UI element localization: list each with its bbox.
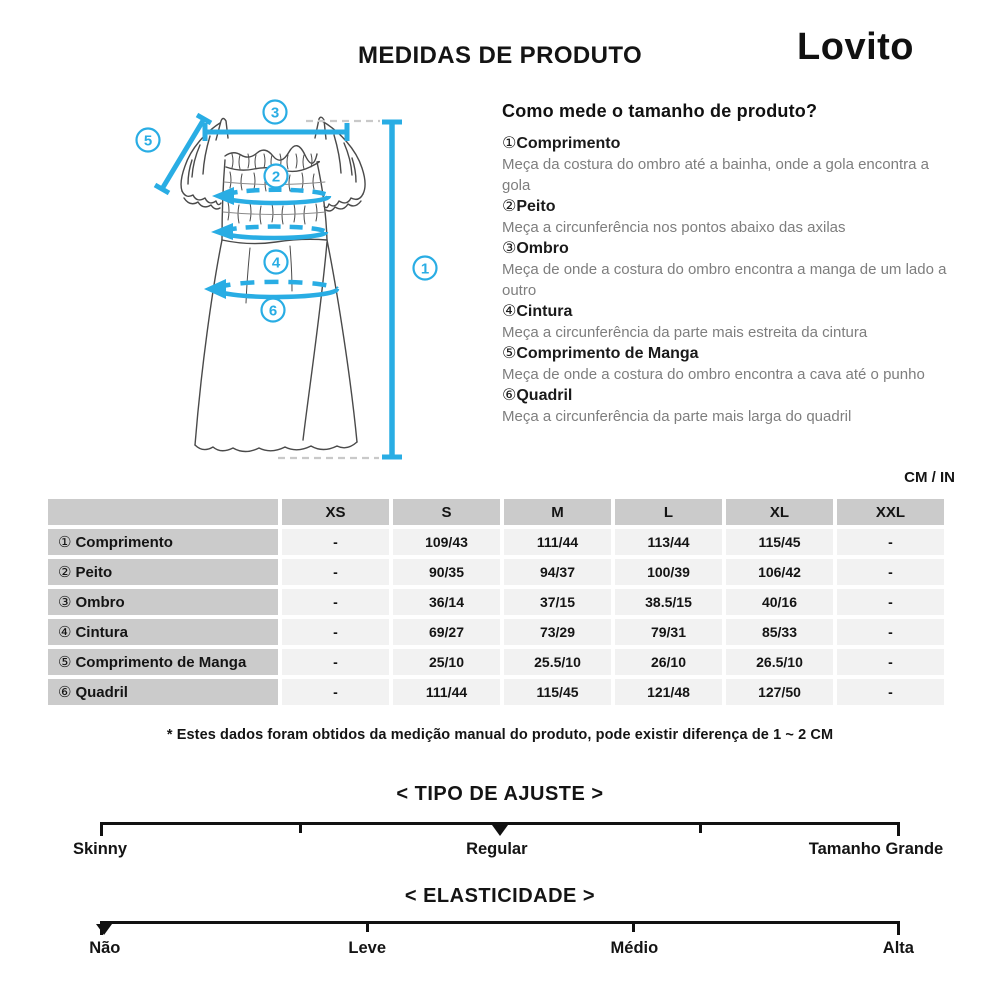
svg-text:1: 1	[420, 260, 430, 278]
measurement-disclaimer: * Estes dados foram obtidos da medição manual do produto, pode existir diferença de 1 ~ 2 CM	[166, 727, 834, 743]
size-value: -	[837, 559, 944, 585]
marker-3	[264, 101, 287, 124]
size-value: 115/45	[504, 679, 611, 705]
instruction-number: ②	[502, 198, 517, 215]
fit-label-skinny: Skinny	[72, 840, 128, 858]
elasticity-label-medio: Médio	[610, 939, 659, 957]
size-value: -	[837, 649, 944, 675]
svg-text:5: 5	[143, 132, 153, 150]
size-value: 94/37	[504, 559, 611, 585]
column-header-xl: XL	[726, 499, 833, 525]
elasticity-label-nao: Não	[89, 939, 121, 957]
size-value: 25/10	[393, 649, 500, 675]
size-table	[44, 495, 948, 709]
instruction-description: Meça de onde a costura do ombro encontra a manga de um lado a outro	[502, 261, 947, 299]
size-value: 26.5/10	[726, 649, 833, 675]
instruction-number: ⑥	[502, 387, 517, 404]
row-label: ② Peito	[48, 559, 278, 585]
table-row	[48, 619, 944, 645]
instruction-item	[502, 238, 957, 301]
fit-marker-triangle	[492, 825, 508, 836]
fit-tick-start	[100, 822, 103, 836]
dress-measurement-diagram	[100, 90, 460, 470]
size-value: 121/48	[615, 679, 722, 705]
column-header-l: L	[615, 499, 722, 525]
measure-arrowheads	[204, 187, 234, 299]
size-value: 73/29	[504, 619, 611, 645]
size-value: 38.5/15	[615, 589, 722, 615]
elasticity-label-leve: Leve	[348, 939, 386, 957]
size-value: -	[282, 589, 389, 615]
size-value: 127/50	[726, 679, 833, 705]
instruction-description: Meça da costura do ombro até a bainha, onde a gola encontra a gola	[502, 156, 929, 194]
size-value: 85/33	[726, 619, 833, 645]
elasticity-scale-labels	[89, 939, 914, 959]
elasticity-tick-end	[897, 921, 900, 935]
size-value: -	[282, 649, 389, 675]
size-value: -	[837, 619, 944, 645]
svg-text:2: 2	[271, 168, 281, 186]
column-header-xxl: XXL	[837, 499, 944, 525]
units-label: CM / IN	[904, 469, 955, 486]
row-number: ①	[58, 534, 72, 551]
instruction-item	[502, 196, 957, 238]
row-number: ②	[58, 564, 72, 581]
instructions-heading: Como mede o tamanho de produto?	[502, 101, 818, 121]
row-label: ① Comprimento	[48, 529, 278, 555]
row-number: ④	[58, 624, 72, 641]
table-corner-cell	[48, 499, 278, 525]
size-value: 106/42	[726, 559, 833, 585]
size-value: 111/44	[504, 529, 611, 555]
fit-scale-labels	[72, 840, 944, 860]
table-row	[48, 589, 944, 615]
size-value: 79/31	[615, 619, 722, 645]
size-value: -	[837, 529, 944, 555]
row-number: ⑥	[58, 684, 72, 701]
fit-tick-three-quarter	[699, 822, 702, 833]
column-header-xs: XS	[282, 499, 389, 525]
size-value: 40/16	[726, 589, 833, 615]
fit-tick-end	[897, 822, 900, 836]
marker-6	[262, 299, 285, 322]
page-title: MEDIDAS DE PRODUTO	[357, 42, 643, 69]
svg-text:4: 4	[271, 254, 281, 272]
fit-label-tamanho-grande: Tamanho Grande	[808, 840, 944, 858]
instruction-label: ①Comprimento	[502, 135, 621, 152]
instruction-description: Meça a circunferência da parte mais larga do quadril	[502, 408, 852, 425]
size-value: 36/14	[393, 589, 500, 615]
instruction-number: ③	[502, 240, 517, 257]
size-value: -	[282, 679, 389, 705]
row-number: ③	[58, 594, 72, 611]
size-value: 90/35	[393, 559, 500, 585]
size-value: -	[837, 589, 944, 615]
instruction-item	[502, 301, 957, 343]
column-header-m: M	[504, 499, 611, 525]
elasticity-label-alta: Alta	[882, 939, 914, 957]
fit-label-regular: Regular	[466, 840, 528, 858]
instruction-label: ④Cintura	[502, 303, 573, 320]
instruction-label: ③Ombro	[502, 240, 569, 257]
instruction-item	[502, 385, 957, 427]
table-row	[48, 679, 944, 705]
size-value: -	[837, 679, 944, 705]
elasticity-scale-track	[100, 921, 900, 937]
elasticity-marker-triangle	[96, 924, 112, 935]
fit-tick-quarter	[299, 822, 302, 833]
instruction-number: ⑤	[502, 345, 517, 362]
size-value: 109/43	[393, 529, 500, 555]
measure-instructions	[502, 101, 957, 427]
fit-scale-heading: < TIPO DE AJUSTE >	[396, 783, 604, 805]
size-value: -	[282, 619, 389, 645]
instruction-number: ①	[502, 135, 517, 152]
column-header-s: S	[393, 499, 500, 525]
instruction-item	[502, 343, 957, 385]
marker-2	[265, 165, 288, 188]
size-value: 69/27	[393, 619, 500, 645]
marker-1	[414, 257, 437, 280]
instruction-label: ⑥Quadril	[502, 387, 573, 404]
elasticity-scale-line	[100, 921, 900, 924]
table-row	[48, 529, 944, 555]
size-value: 113/44	[615, 529, 722, 555]
instruction-number: ④	[502, 303, 517, 320]
instruction-label: ②Peito	[502, 198, 556, 215]
row-label: ③ Ombro	[48, 589, 278, 615]
size-value: 37/15	[504, 589, 611, 615]
elasticity-tick-two-thirds	[632, 921, 635, 932]
size-value: -	[282, 529, 389, 555]
fit-scale-track	[100, 822, 900, 838]
row-label: ⑤ Comprimento de Manga	[48, 649, 278, 675]
row-number: ⑤	[58, 654, 72, 671]
marker-4	[265, 251, 288, 274]
size-value: 100/39	[615, 559, 722, 585]
size-value: 111/44	[393, 679, 500, 705]
size-value: -	[282, 559, 389, 585]
table-row	[48, 649, 944, 675]
svg-text:6: 6	[268, 302, 278, 320]
row-label: ⑥ Quadril	[48, 679, 278, 705]
instruction-description: Meça a circunferência nos pontos abaixo das axilas	[502, 219, 846, 236]
size-value: 25.5/10	[504, 649, 611, 675]
elasticity-scale-heading: < ELASTICIDADE >	[404, 885, 596, 907]
table-row	[48, 559, 944, 585]
table-header-row	[48, 499, 944, 525]
instruction-description: Meça de onde a costura do ombro encontra a cava até o punho	[502, 366, 925, 383]
instruction-label: ⑤Comprimento de Manga	[502, 345, 699, 362]
instruction-item	[502, 133, 957, 196]
size-value: 115/45	[726, 529, 833, 555]
brand-logo: Lovito	[797, 26, 914, 68]
row-label: ④ Cintura	[48, 619, 278, 645]
elasticity-tick-third	[366, 921, 369, 932]
instruction-description: Meça a circunferência da parte mais estreita da cintura	[502, 324, 868, 341]
size-value: 26/10	[615, 649, 722, 675]
marker-5	[137, 129, 160, 152]
svg-text:3: 3	[270, 104, 280, 122]
